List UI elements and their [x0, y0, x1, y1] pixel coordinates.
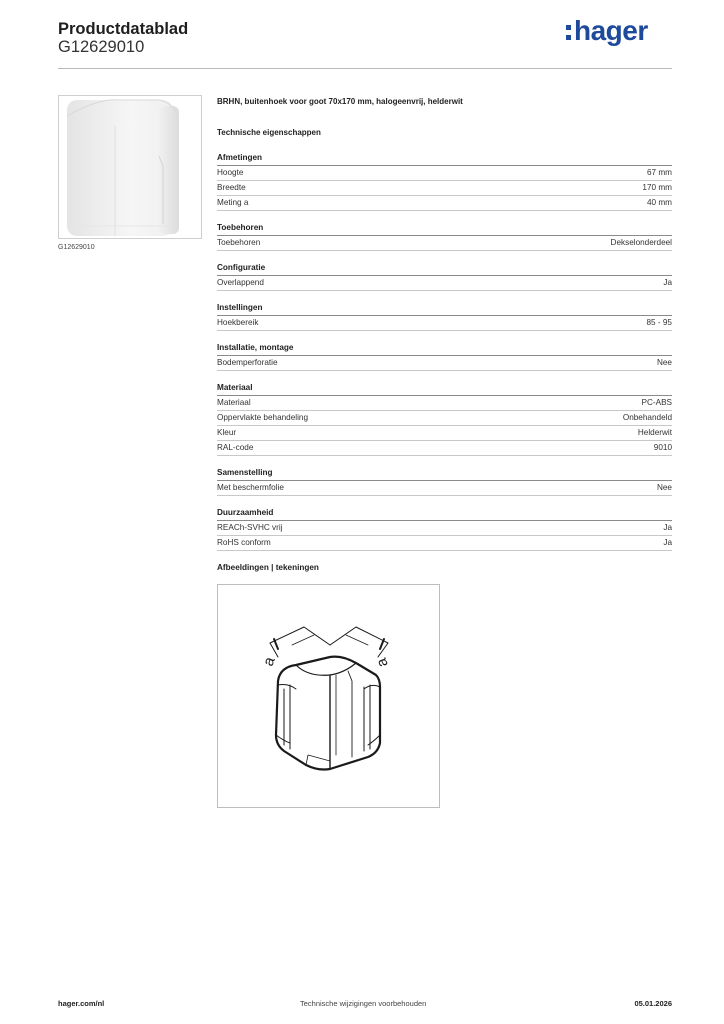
drawings-heading: Afbeeldingen | tekeningen [217, 563, 319, 572]
spec-value: Nee [656, 483, 672, 492]
spec-group [217, 381, 672, 456]
spec-group-title: Afmetingen [217, 151, 672, 166]
spec-row [217, 411, 672, 426]
dimension-label-right: a [372, 655, 392, 670]
spec-value: Ja [663, 523, 672, 532]
spec-group [217, 506, 672, 551]
spec-row [217, 481, 672, 496]
spec-group [217, 301, 672, 331]
spec-row [217, 521, 672, 536]
spec-value: 67 mm [646, 168, 672, 177]
spec-row [217, 196, 672, 211]
spec-row [217, 536, 672, 551]
photo-caption: G12629010 [58, 244, 95, 251]
footer-website-link[interactable]: hager.com/nl [58, 999, 105, 1008]
spec-label: Meting a [217, 198, 249, 207]
product-photo-icon [59, 96, 201, 238]
spec-value: Ja [663, 538, 672, 547]
product-description: BRHN, buitenhoek voor goot 70x170 mm, halogeenvrij, helderwit [217, 97, 463, 106]
spec-value: PC-ABS [641, 398, 672, 407]
spec-group-title: Configuratie [217, 261, 672, 276]
spec-group-title: Instellingen [217, 301, 672, 316]
spec-label: RAL-code [217, 443, 254, 452]
spec-groups [217, 151, 672, 551]
spec-label: Overlappend [217, 278, 264, 287]
spec-group [217, 261, 672, 291]
spec-row [217, 166, 672, 181]
spec-row [217, 396, 672, 411]
spec-value: 9010 [653, 443, 672, 452]
spec-value: Onbehandeld [622, 413, 672, 422]
spec-value: 170 mm [642, 183, 672, 192]
spec-value: Dekselonderdeel [610, 238, 672, 247]
spec-label: RoHS conform [217, 538, 271, 547]
spec-value: Ja [663, 278, 672, 287]
spec-label: Oppervlakte behandeling [217, 413, 309, 422]
product-number: G12629010 [58, 38, 145, 56]
spec-group-title: Materiaal [217, 381, 672, 396]
logo-dots-icon [566, 25, 572, 41]
product-photo [58, 95, 202, 239]
spec-row [217, 441, 672, 456]
footer-disclaimer: Technische wijzigingen voorbehouden [300, 999, 427, 1008]
spec-label: Hoekbereik [217, 318, 259, 327]
page-title: Productdatablad [58, 20, 189, 38]
spec-label: Materiaal [217, 398, 251, 407]
logo-wordmark: hager [574, 15, 648, 46]
spec-label: Toebehoren [217, 238, 261, 247]
spec-row [217, 236, 672, 251]
spec-value: 85 - 95 [646, 318, 672, 327]
spec-label: Bodemperforatie [217, 358, 278, 367]
spec-row [217, 181, 672, 196]
spec-label: Met beschermfolie [217, 483, 284, 492]
spec-group-title: Samenstelling [217, 466, 672, 481]
hager-logo [566, 14, 658, 48]
spec-label: Hoogte [217, 168, 244, 177]
spec-value: Helderwit [637, 428, 672, 437]
dimension-label-left: a [259, 654, 279, 669]
spec-row [217, 356, 672, 371]
spec-group-title: Toebehoren [217, 221, 672, 236]
spec-label: Kleur [217, 428, 237, 437]
spec-group-title: Duurzaamheid [217, 506, 672, 521]
spec-value: 40 mm [646, 198, 672, 207]
specifications [217, 95, 672, 561]
spec-group-title: Installatie, montage [217, 341, 672, 356]
spec-value: Nee [656, 358, 672, 367]
spec-row [217, 316, 672, 331]
spec-group [217, 466, 672, 496]
spec-group [217, 151, 672, 211]
technical-properties-heading: Technische eigenschappen [217, 128, 321, 137]
spec-row [217, 276, 672, 291]
technical-drawing [217, 584, 440, 808]
spec-group [217, 221, 672, 251]
spec-group [217, 341, 672, 371]
spec-label: Breedte [217, 183, 246, 192]
footer-date: 05.01.2026 [634, 999, 672, 1008]
spec-label: REACh-SVHC vrij [217, 523, 283, 532]
spec-row [217, 426, 672, 441]
header-divider [58, 68, 672, 69]
corner-piece-drawing-icon [218, 585, 439, 807]
